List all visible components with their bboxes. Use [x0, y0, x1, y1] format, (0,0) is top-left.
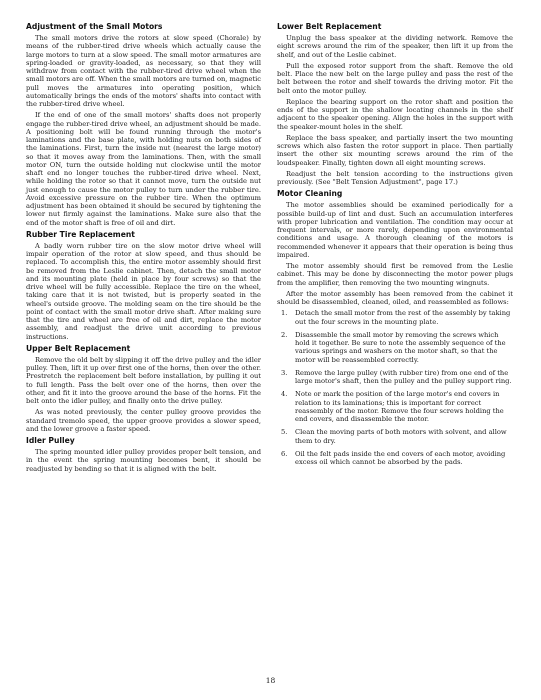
right-column — [277, 22, 513, 476]
left-column — [26, 22, 261, 476]
two-column-layout — [26, 22, 517, 476]
step-number: 5. — [281, 428, 288, 437]
paragraph: The spring mounted idler pulley provides proper belt tension, and in the event the spring mounting becomes bent, it should be readjusted by bending so that it is aligned with the belt. — [26, 448, 261, 473]
step-text: Oil the felt pads inside the end covers of each motor, avoiding excess oil which cannot be absorbed by the pads. — [295, 449, 506, 466]
paragraph: Readjust the belt tension according to the instructions given previously. (See "Belt Tension Adjustment", page 17.) — [277, 169, 513, 186]
list-item — [277, 331, 513, 364]
list-item — [277, 428, 513, 445]
step-number: 3. — [281, 368, 288, 377]
section-lower-belt-replacement — [277, 22, 513, 186]
section-heading: Upper Belt Replacement — [26, 343, 131, 353]
step-text: Disassemble the small motor by removing the screws which hold it together. Be sure to note the assembly sequence of the various springs and washers on the motor shaft, so that the motor will be reassembled correctly. — [295, 330, 506, 364]
step-number: 1. — [281, 309, 288, 318]
list-item — [277, 390, 513, 423]
list-item — [277, 450, 513, 467]
paragraph: The motor assemblies should be examined periodically for a possible build-up of lint and dust. Such an accumulation interferes with proper lubrication and ventilation. The condition may occur at frequent intervals, or more rarely, depending upon environmental conditions and usage. A thorough cleaning of the motors is recommended whenever it appears that their operation is being thus impaired. — [277, 201, 513, 259]
step-text: Clean the moving parts of both motors with solvent, and allow them to dry. — [295, 428, 507, 445]
cleaning-steps-list — [277, 309, 513, 466]
section-heading: Adjustment of the Small Motors — [26, 22, 163, 31]
paragraph: The motor assembly should first be removed from the Leslie cabinet. This may be done by disconnecting the motor power plugs from the amplifier, then removing the two mounting wingnuts. — [277, 262, 513, 287]
paragraph: The small motors drive the rotors at slow speed (Chorale) by means of the rubber-tired drive wheels which actually cause the large motors to turn at a slow speed. The small motor armatures are spring-loaded or gravity-loaded, as necessary, so that they will withdraw from contact with the rubber-tired drive wheel when the small motors are off. When the small motors are turned on, magnetic pull moves the armatures into operating position, which automatically brings the ends of the motors' shafts into contact with the rubber-tired drive wheel. — [26, 34, 261, 108]
paragraph: Pull the exposed rotor support from the shaft. Remove the old belt. Place the new belt on the large pulley and pass the rest of the belt between the rotor and shelf towards the driving motor. Fit the belt onto the motor pulley. — [277, 61, 513, 95]
section-motor-cleaning — [277, 189, 513, 466]
section-heading: Rubber Tire Replacement — [26, 229, 135, 239]
paragraph: If the end of one of the small motors' shafts does not properly engage the rubber-tired drive wheel, an adjustment should be made. A positioning bolt will be found running through the motor's laminations and the base plate, with holding nuts on both sides of the laminations. First, turn the inside nut (nearest the large motor) so that it moves away from the laminations. Then, with the small motor ON, turn the outside holding nut clockwise until the motor shaft end no longer touches the rubber-tired drive wheel. Next, while holding the rotor so that it cannot move, turn the outside nut just enough to cause the motor pulley to turn under the rubber tire. Avoid excessive pressure on the rubber tire. When the optimum adjustment has been obtained it should be secured by tightening the lower nut firmly against the laminations. Make sure also that the end of the motor shaft is free of oil and dirt. — [26, 111, 261, 227]
section-heading: Motor Cleaning — [277, 189, 343, 199]
list-item — [277, 369, 513, 386]
section-upper-belt-replacement — [26, 344, 261, 433]
section-heading: Idler Pulley — [26, 436, 75, 445]
step-text: Remove the large pulley (with rubber tire) from one end of the large motor's shaft, then the pulley and the pulley support ring. — [295, 368, 512, 385]
paragraph: As was noted previously, the center pulley groove provides the standard tremolo speed, the upper groove provides a slower speed, and the lower groove a faster speed. — [26, 408, 261, 433]
section-rubber-tire-replacement — [26, 230, 261, 341]
paragraph: Replace the bass speaker, and partially insert the two mounting screws which also fasten the rotor support in place. Then partially insert the other six mounting screws around the rim of the loudspeaker. Finally, tighten down all eight mounting screws. — [277, 133, 513, 167]
step-number: 4. — [281, 390, 288, 399]
step-number: 2. — [281, 330, 288, 339]
step-text: Note or mark the position of the large motor's end covers in relation to its laminations; this is important for correct reassembly of the motor. Remove the four screws holding the end covers, and disassemble the motor. — [295, 390, 504, 423]
section-idler-pulley — [26, 436, 261, 473]
step-text: Detach the small motor from the rest of the assembly by taking out the four screws in the mounting plate. — [295, 309, 511, 326]
paragraph: Unplug the bass speaker at the dividing network. Remove the eight screws around the rim of the speaker, then lift it up from the shelf, and out of the Leslie cabinet. — [277, 34, 513, 59]
list-item — [277, 309, 513, 326]
section-heading: Lower Belt Replacement — [277, 22, 382, 31]
step-number: 6. — [281, 449, 288, 458]
paragraph: After the motor assembly has been removed from the cabinet it should be disassembled, cleaned, oiled, and reassembled as follows: — [277, 289, 513, 306]
paragraph: Remove the old belt by slipping it off the drive pulley and the idler pulley. Then, lift it up over first one of the horns, then over the other. Prestretch the replacement belt before installation, by pulling it out to full length. Pass the belt over one of the horns, then over the other, and fit it into the groove around the base of the horns. Fit the belt onto the idler pulley, and finally onto the drive pulley. — [26, 355, 262, 405]
paragraph: A badly worn rubber tire on the slow motor drive wheel will impair operation of the rotor at slow speed, and thus should be replaced. To accomplish this, the entire motor assembly should first be removed from the Leslie cabinet. Then, detach the small motor and its mounting plate (held in place by four screws) so that the drive wheel will be fully accessible. Replace the tire on the wheel, taking care that it is not twisted, but is properly seated in the wheel's outside groove. The molding seam on the tire should be the point of contact with the small motor drive shaft. After making sure that the tire and wheel are free of oil and dirt, replace the motor assembly, and readjust the drive unit according to previous instructions. — [26, 241, 261, 341]
section-adjustment-small-motors — [26, 22, 261, 227]
paragraph: Replace the bearing support on the rotor shaft and position the ends of the support in the shallow locating channels in the shelf adjacent to the speaker opening. Align the holes in the support with the speaker-mount holes in the shelf. — [277, 97, 513, 131]
page-number: 18 — [265, 676, 276, 685]
